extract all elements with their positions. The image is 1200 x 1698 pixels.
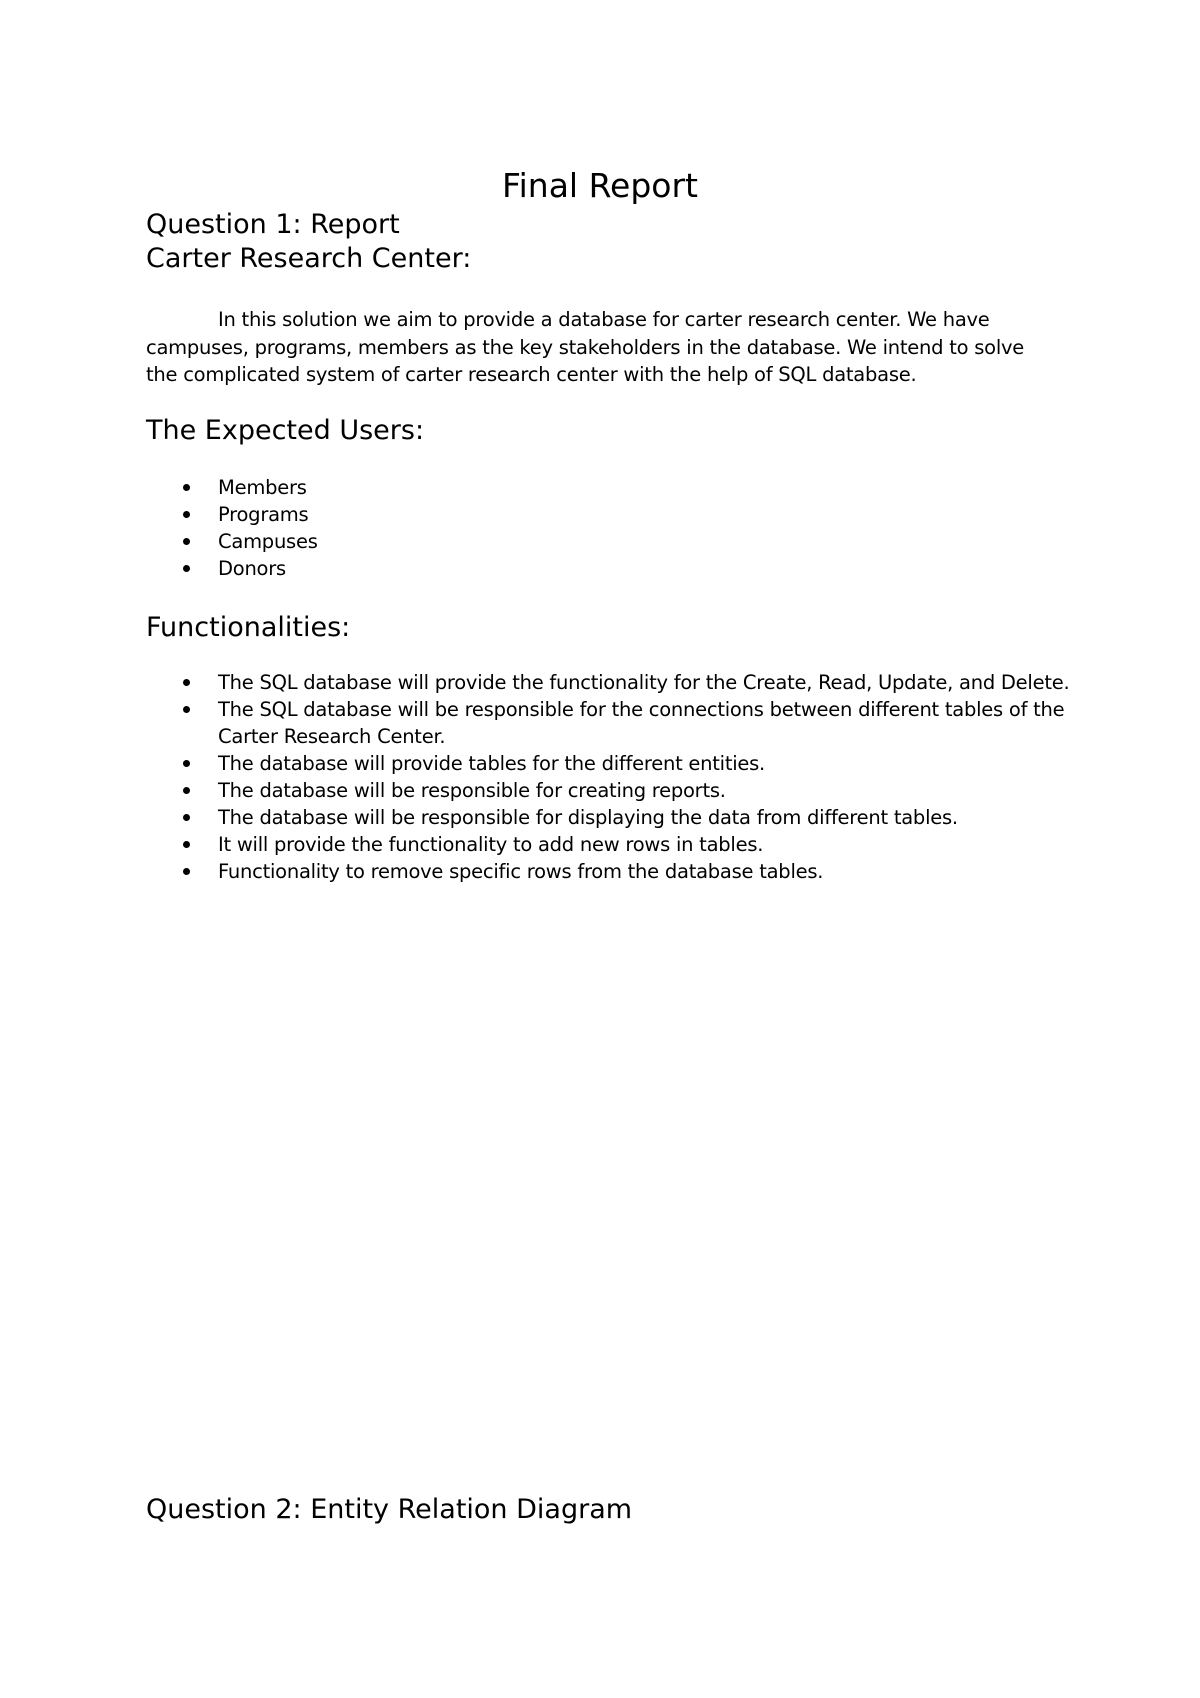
list-item — [146, 528, 1098, 555]
bullet-icon — [183, 484, 190, 491]
question-2-heading: Question 2: Entity Relation Diagram — [146, 1494, 633, 1525]
list-item-text: The database will be responsible for creating reports. — [218, 779, 726, 802]
list-item-text: Programs — [218, 503, 309, 526]
functionalities-list — [146, 669, 1098, 885]
bullet-icon — [183, 538, 190, 545]
list-item — [146, 750, 1098, 777]
list-item-text: Functionality to remove specific rows from the database tables. — [218, 860, 824, 883]
list-item-text: The SQL database will be responsible for the connections between different tables of the Carter Research Center. — [218, 698, 1065, 748]
question-1-heading: Question 1: Report — [146, 209, 400, 240]
list-item-text: It will provide the functionality to add new rows in tables. — [218, 833, 764, 856]
list-item-text: The database will provide tables for the different entities. — [218, 752, 766, 775]
list-item — [146, 474, 1098, 501]
list-item-text: The SQL database will provide the functionality for the Create, Read, Update, and Delete. — [218, 671, 1070, 694]
section-heading-carter: Carter Research Center: — [146, 243, 472, 274]
list-item-text: Donors — [218, 557, 286, 580]
functionalities-heading: Functionalities: — [146, 612, 351, 643]
list-item — [146, 501, 1098, 528]
list-item — [146, 831, 1098, 858]
document-title: Final Report — [502, 166, 698, 205]
bullet-icon — [183, 679, 190, 686]
expected-users-heading: The Expected Users: — [146, 415, 425, 446]
bullet-icon — [183, 841, 190, 848]
bullet-icon — [183, 760, 190, 767]
list-item — [146, 696, 1098, 750]
bullet-icon — [183, 565, 190, 572]
bullet-icon — [183, 511, 190, 518]
bullet-icon — [183, 868, 190, 875]
bullet-icon — [183, 706, 190, 713]
expected-users-list — [146, 474, 1098, 582]
bullet-icon — [183, 814, 190, 821]
list-item — [146, 777, 1098, 804]
list-item-text: The database will be responsible for displaying the data from different tables. — [218, 806, 958, 829]
list-item — [146, 804, 1098, 831]
list-item-text: Members — [218, 476, 307, 499]
bullet-icon — [183, 787, 190, 794]
list-item — [146, 555, 1098, 582]
list-item-text: Campuses — [218, 530, 318, 553]
list-item — [146, 669, 1098, 696]
intro-paragraph: In this solution we aim to provide a database for carter research center. We have campuses, programs, members as the key stakeholders in the database. We intend to solve the complicated system of carter research center with the help of SQL database. — [146, 308, 1025, 386]
list-item — [146, 858, 1098, 885]
